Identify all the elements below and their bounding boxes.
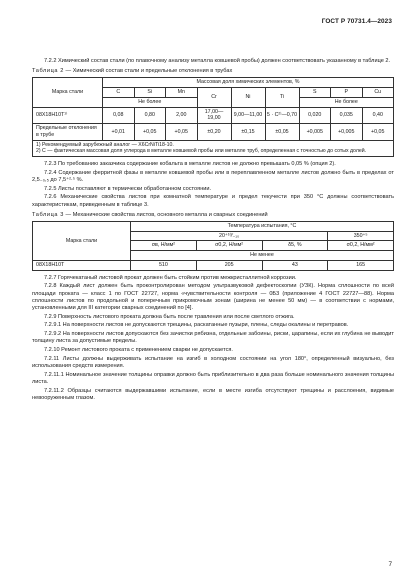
paragraph-7-2-11-1: 7.2.11.1 Номинальное значение толщины оправки должно быть приблизительно в два раза больше номинального значения толщины листа. — [32, 371, 394, 385]
table2-col-p: P — [331, 88, 363, 98]
table2-col-cu: Cu — [362, 88, 394, 98]
table-cell: 17,00—19,00 — [197, 107, 231, 124]
table2-not-more-right: Не более — [299, 97, 394, 107]
table2-col-cr: Cr — [197, 88, 231, 108]
table2-not-more-left: Не более — [103, 97, 198, 107]
table-cell: 9,00—11,00 — [231, 107, 265, 124]
table2-caption-text: — Химический состав стали и предельные отклонения в трубах — [64, 68, 233, 75]
table2-row1-grade: 08Х18Н10Т¹⁾ — [33, 107, 103, 124]
table-cell: 510 — [131, 260, 197, 270]
paragraph-7-2-11: 7.2.11 Листы должны выдерживать испытание на изгиб в холодном состоянии на угол 180°, определенный визуально, без использования средств измерения. — [32, 355, 394, 369]
table2-row2-grade: Предельные отклонения в трубе — [33, 124, 103, 141]
paragraph-7-2-4: 7.2.4 Содержание ферритной фазы в металле ковшевой пробы или в переплавленном металле листов должно быть в пределах от 2,5₋₀,₅ до 7,5⁺²·⁵ %. — [32, 169, 394, 183]
table2-note-2: 2) С — фактическая массовая доля углерода в металле ковшевой пробы или металле труб, определенная с точностью до сотых долей. — [36, 148, 367, 155]
table-cell: +0,005 — [299, 124, 331, 141]
table3-col-tensile: σв, Н/мм² — [131, 241, 197, 251]
table2-col-c: C — [103, 88, 135, 98]
table3-header-temp: Температура испытания, °С — [131, 221, 394, 231]
paragraph-7-2-10: 7.2.10 Ремонт листового проката с применением сварки не допускается. — [44, 347, 233, 354]
table-row — [33, 124, 394, 141]
paragraph-7-2-2: 7.2.2 Химический состав стали (по плавочному анализу металла ковшевой пробы) должен соответствовать указанному в таблице 2. — [44, 58, 391, 64]
table3-caption-text: — Механические свойства листов, основного металла и сварных соединений — [64, 211, 268, 218]
table2-notes — [33, 140, 394, 156]
table2-header-group: Массовая доля химических элементов, % — [103, 78, 394, 88]
document-body — [32, 58, 394, 404]
table3-col-elongation: δ5, % — [262, 241, 328, 251]
table-cell: +0,05 — [134, 124, 166, 141]
page-number: 7 — [388, 560, 392, 568]
table3-temp-20: 20⁺¹⁰⁄₋₁₀ — [131, 231, 328, 241]
table3-col-yield: σ0,2, Н/мм² — [196, 241, 262, 251]
table-cell: +0,05 — [362, 124, 394, 141]
table2-col-ti: Ti — [265, 88, 299, 108]
table-2-chemical-composition — [32, 77, 394, 157]
paragraph-7-2-8: 7.2.8 Каждый лист должен быть проконтролирован методом ультразвуковой дефектоскопии (УЗК). Норма сплошности по всей площади проката — класс 1 по ГОСТ 22727, норма «чувствительности контроля — 0Б3 (приложение 4 ГОСТ 22727—88). Норма сплошности листов по продольной и поперечным прикромочным зонам (ширина не менее 50 мм) — в соответствии с нормами, установленными для III категории сварных соединений по [4]. — [32, 283, 394, 311]
paragraph-7-2-9-2: 7.2.9.2 На поверхности листов допускаются без зачистки рябизна, отдельные забоины, риски, царапины, если их глубина не выводит толщину листа за допустимые пределы. — [32, 331, 394, 345]
table3-caption — [32, 212, 394, 219]
table-row — [33, 107, 394, 124]
table-3-mechanical-properties — [32, 221, 394, 271]
table3-temp-350: 350⁺⁵ — [328, 231, 394, 241]
table2-col-si: Si — [134, 88, 166, 98]
table3-header-grade: Марка стали — [33, 221, 131, 260]
table-cell: ±0,20 — [197, 124, 231, 141]
table3-caption-label: Таблица 3 — [32, 211, 64, 218]
table-cell: 0,80 — [134, 107, 166, 124]
table2-caption — [32, 68, 394, 75]
table3-row-grade: 08Х18Н10Т — [33, 260, 131, 270]
table-cell: ±0,05 — [265, 124, 299, 141]
table-cell: +0,05 — [166, 124, 198, 141]
paragraph-7-2-7: 7.2.7 Горячекатаный листовой прокат должен быть стойким против межкристаллитной коррозии. — [44, 274, 297, 281]
paragraph-7-2-5: 7.2.5 Листы поставляют в термически обработанном состоянии. — [44, 185, 212, 192]
table-row — [33, 260, 394, 270]
table2-header-grade: Марка стали — [33, 78, 103, 107]
table2-caption-label: Таблица 2 — [32, 68, 64, 75]
table-cell: 5 · C²⁾—0,70 — [265, 107, 299, 124]
table2-note-1: 1) Рекомендуемый зарубежный аналог — Х6CrNiTi18-10. — [36, 141, 174, 148]
table3-col-yield-350: σ0,2, Н/мм² — [328, 241, 394, 251]
paragraph-7-2-11-2: 7.2.11.2 Образцы считаются выдержавшими испытание, если в месте изгиба отсутствуют трещины и расслоения, видимые невооруженным глазом. — [32, 387, 394, 401]
table-cell: ±0,15 — [231, 124, 265, 141]
table-cell: 0,035 — [331, 107, 363, 124]
table2-col-mn: Mn — [166, 88, 198, 98]
table-cell: +0,01 — [103, 124, 135, 141]
table-cell: 0,020 — [299, 107, 331, 124]
table-cell: +0,005 — [331, 124, 363, 141]
table3-not-less: Не менее — [131, 251, 394, 261]
table-cell: 165 — [328, 260, 394, 270]
table-cell: 2,00 — [166, 107, 198, 124]
table-cell: 0,08 — [103, 107, 135, 124]
paragraph-7-2-9: 7.2.9 Поверхность листового проката должна быть после травления или после светлого отжига. — [44, 313, 295, 320]
table2-col-ni: Ni — [231, 88, 265, 108]
paragraph-7-2-6: 7.2.6 Механические свойства листов при комнатной температуре и предел текучести при 350 °С должны соответствовать характеристикам, приведенным в таблице 3. — [32, 194, 394, 208]
paragraph-7-2-9-1: 7.2.9.1 На поверхности листов не допускаются трещины, раскатанные пузыри, плены, следы окалины и перетравов. — [44, 322, 349, 329]
table2-col-s: S — [299, 88, 331, 98]
paragraph-7-2-3: 7.2.3 По требованию заказчика содержание кобальта в металле листов не должно превышать 0,05 % (опция 2). — [44, 160, 336, 167]
standard-header: ГОСТ Р 70731.4—2023 — [321, 18, 392, 25]
table-cell: 0,40 — [362, 107, 394, 124]
table-cell: 205 — [196, 260, 262, 270]
table-cell: 43 — [262, 260, 328, 270]
